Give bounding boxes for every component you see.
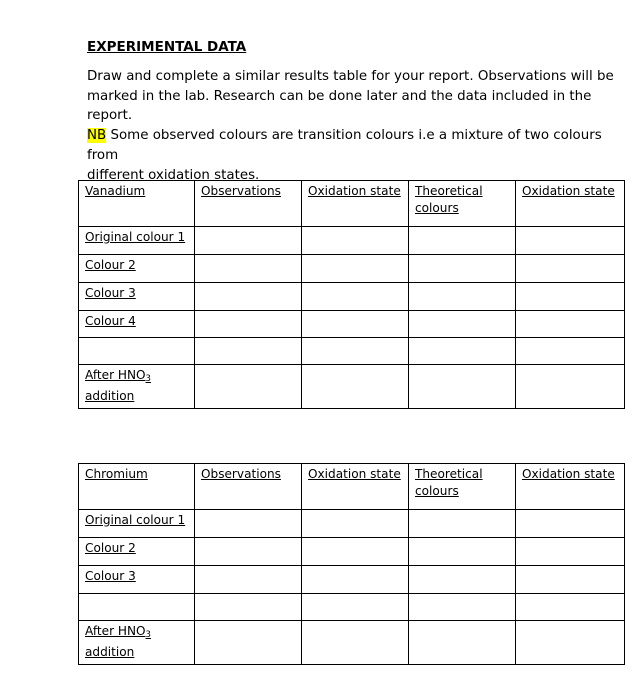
empty-cell	[302, 338, 409, 365]
empty-cell	[195, 566, 302, 594]
instructions-paragraph	[87, 67, 627, 185]
empty-cell	[195, 283, 302, 311]
table-header-row	[79, 464, 625, 510]
chromium-results-table	[78, 463, 625, 665]
empty-cell	[409, 621, 516, 665]
row-label-cell: Colour 3	[79, 566, 195, 594]
empty-cell	[409, 538, 516, 566]
table-row	[79, 227, 625, 255]
empty-cell	[302, 594, 409, 621]
empty-cell	[516, 621, 625, 665]
empty-cell	[409, 283, 516, 311]
instructions-line-1: Draw and complete a similar results table for your report. Observations will be	[87, 69, 614, 84]
empty-cell	[302, 227, 409, 255]
table-row	[79, 338, 625, 365]
row-label-cell: Colour 4	[79, 311, 195, 338]
empty-cell	[195, 365, 302, 409]
table-row	[79, 365, 625, 409]
empty-cell	[195, 594, 302, 621]
header-cell-element: Chromium	[79, 464, 195, 510]
empty-cell	[302, 510, 409, 538]
row-label-cell: Colour 2	[79, 538, 195, 566]
empty-cell	[409, 566, 516, 594]
empty-cell	[302, 365, 409, 409]
header-cell-observations: Observations	[195, 181, 302, 227]
empty-cell	[302, 538, 409, 566]
row-label-cell	[79, 594, 195, 621]
empty-cell	[409, 338, 516, 365]
header-cell-element: Vanadium	[79, 181, 195, 227]
header-cell-theoretical-colours: Theoretical colours	[409, 464, 516, 510]
table-row	[79, 283, 625, 311]
empty-cell	[302, 311, 409, 338]
row-label-cell: Original colour 1	[79, 510, 195, 538]
nb-highlight: NB	[87, 128, 107, 144]
empty-cell	[195, 311, 302, 338]
table-header-row	[79, 181, 625, 227]
instructions-line-3: Some observed colours are transition colours i.e a mixture of two colours from	[87, 128, 602, 163]
empty-cell	[302, 621, 409, 665]
table-row	[79, 594, 625, 621]
header-cell-oxidation-state: Oxidation state	[302, 464, 409, 510]
instructions-line-2: marked in the lab. Research can be done later and the data included in the report.	[87, 88, 592, 124]
table-row	[79, 255, 625, 283]
empty-cell	[302, 283, 409, 311]
row-label-cell: Original colour 1	[79, 227, 195, 255]
empty-cell	[409, 311, 516, 338]
empty-cell	[409, 227, 516, 255]
vanadium-results-table	[78, 180, 625, 409]
empty-cell	[195, 227, 302, 255]
empty-cell	[516, 283, 625, 311]
empty-cell	[516, 594, 625, 621]
empty-cell	[195, 510, 302, 538]
row-label-cell: Colour 3	[79, 283, 195, 311]
empty-cell	[516, 365, 625, 409]
header-cell-oxidation-state-2: Oxidation state	[516, 464, 625, 510]
empty-cell	[409, 594, 516, 621]
header-cell-theoretical-colours: Theoretical colours	[409, 181, 516, 227]
empty-cell	[516, 538, 625, 566]
row-label-cell	[79, 338, 195, 365]
header-cell-observations: Observations	[195, 464, 302, 510]
empty-cell	[195, 621, 302, 665]
page-heading: EXPERIMENTAL DATA	[87, 39, 247, 55]
empty-cell	[516, 311, 625, 338]
empty-cell	[516, 510, 625, 538]
empty-cell	[516, 227, 625, 255]
table-row	[79, 566, 625, 594]
row-label-cell: After $HNO_3$ addition	[79, 621, 195, 665]
table-row	[79, 538, 625, 566]
header-cell-oxidation-state-2: Oxidation state	[516, 181, 625, 227]
empty-cell	[516, 566, 625, 594]
empty-cell	[516, 255, 625, 283]
header-cell-oxidation-state: Oxidation state	[302, 181, 409, 227]
empty-cell	[409, 255, 516, 283]
table-row	[79, 621, 625, 665]
row-label-cell: After $HNO_3$ addition	[79, 365, 195, 409]
table-row	[79, 311, 625, 338]
empty-cell	[516, 338, 625, 365]
empty-cell	[409, 510, 516, 538]
empty-cell	[195, 338, 302, 365]
empty-cell	[302, 255, 409, 283]
table-row	[79, 510, 625, 538]
empty-cell	[409, 365, 516, 409]
empty-cell	[302, 566, 409, 594]
row-label-cell: Colour 2	[79, 255, 195, 283]
empty-cell	[195, 255, 302, 283]
empty-cell	[195, 538, 302, 566]
instructions-line-4: different oxidation states.	[87, 167, 260, 183]
